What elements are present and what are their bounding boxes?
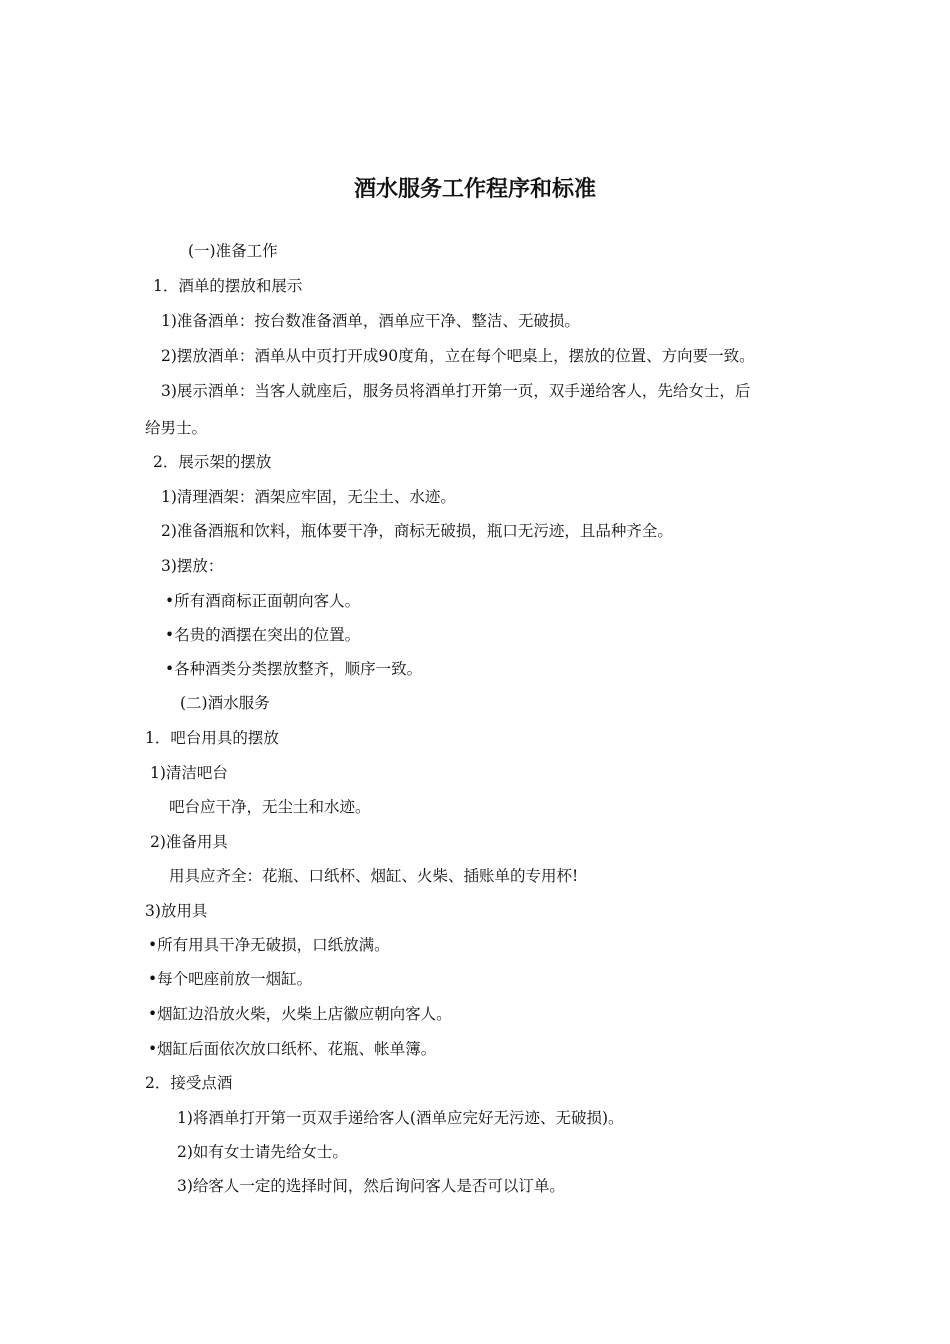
bullet-item: •各种酒类分类摆放整齐，顺序一致。	[165, 660, 423, 678]
bullet-item: •烟缸边沿放火柴，火柴上店徽应朝向客人。	[148, 1005, 452, 1023]
section-heading: (一)准备工作	[188, 242, 278, 260]
paragraph-line: 1)清洁吧台	[150, 764, 228, 782]
paragraph-line: 1)将酒单打开第一页双手递给客人(酒单应完好无污迹、无破损)。	[177, 1109, 624, 1127]
bullet-item: •所有用具干净无破损，口纸放满。	[148, 936, 390, 954]
paragraph-line: 2)如有女士请先给女士。	[177, 1143, 348, 1161]
subsection-heading: 2．展示架的摆放	[153, 453, 272, 471]
bullet-item: •烟缸后面依次放口纸杯、花瓶、帐单簿。	[148, 1040, 437, 1058]
subsection-heading: 1．吧台用具的摆放	[145, 729, 279, 747]
paragraph-line: 给男士。	[145, 419, 208, 437]
document-title: 酒水服务工作程序和标准	[353, 177, 596, 202]
subsection-heading: 1．酒单的摆放和展示	[153, 277, 303, 295]
paragraph-line: 2)摆放酒单：酒单从中页打开成90度角，立在每个吧桌上，摆放的位置、方向要一致。	[161, 347, 755, 365]
bullet-item: •所有酒商标正面朝向客人。	[165, 592, 361, 610]
paragraph-line: 3)展示酒单：当客人就座后，服务员将酒单打开第一页，双手递给客人，先给女士，后	[161, 382, 751, 400]
paragraph-line: 3)摆放：	[161, 557, 224, 575]
paragraph-line: 2)准备酒瓶和饮料，瓶体要干净，商标无破损，瓶口无污迹，且品种齐全。	[161, 522, 673, 540]
paragraph-line: 用具应齐全：花瓶、口纸杯、烟缸、火柴、插账单的专用杯!	[169, 867, 579, 885]
paragraph-line: 3)给客人一定的选择时间，然后询问客人是否可以订单。	[177, 1177, 565, 1195]
subsection-heading: 2．接受点酒	[145, 1074, 233, 1092]
paragraph-line: 吧台应干净，无尘土和水迹。	[169, 798, 371, 816]
paragraph-line: 2)准备用具	[150, 833, 228, 851]
paragraph-line: 1)准备酒单：按台数准备酒单，酒单应干净、整洁、无破损。	[161, 312, 580, 330]
paragraph-line: 3)放用具	[145, 902, 208, 920]
bullet-item: •名贵的酒摆在突出的位置。	[165, 626, 361, 644]
bullet-item: •每个吧座前放一烟缸。	[148, 970, 313, 988]
paragraph-line: 1)清理酒架：酒架应牢固，无尘土、水迹。	[161, 488, 456, 506]
section-heading: (二)酒水服务	[180, 694, 270, 712]
